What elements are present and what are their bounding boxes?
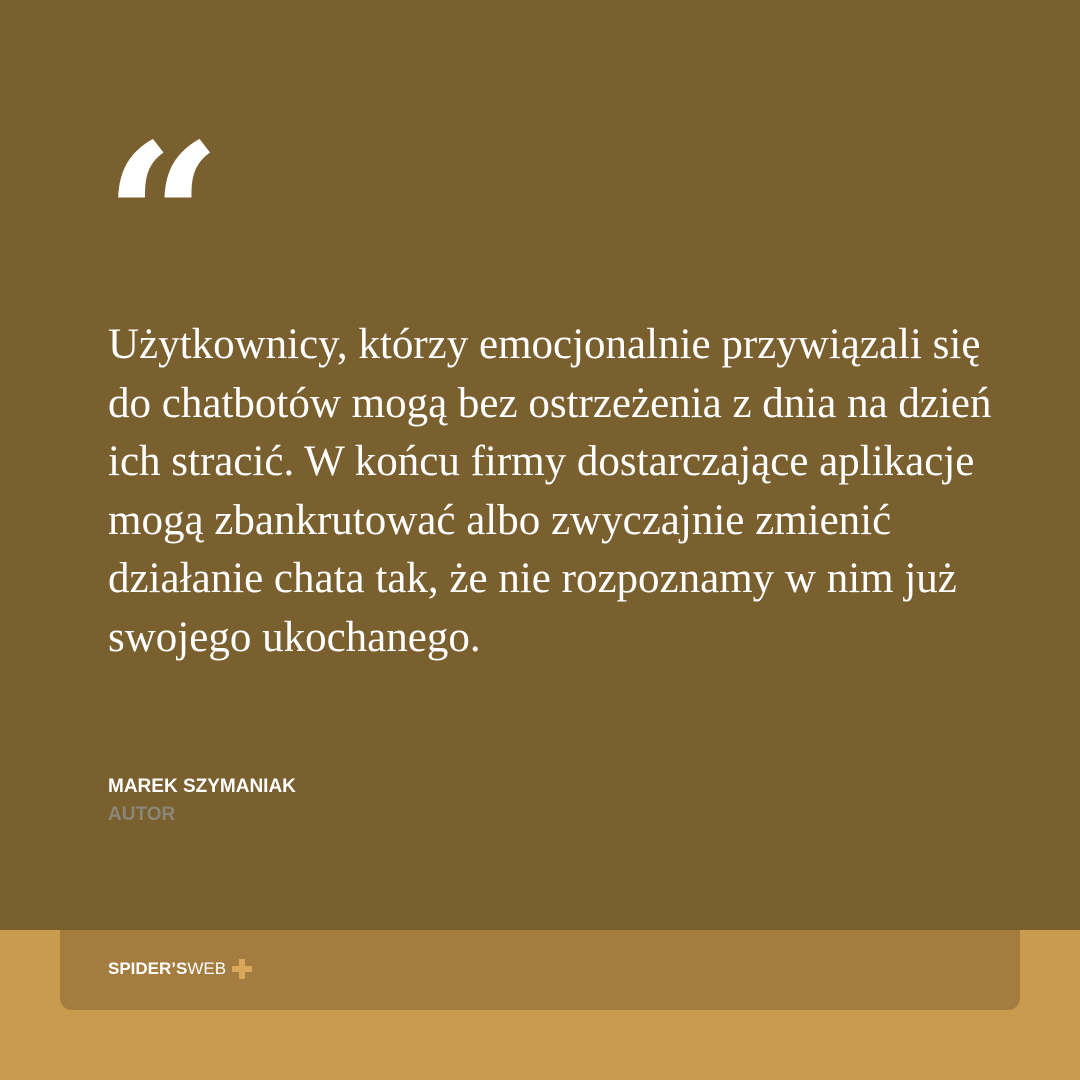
author-name: MAREK SZYMANIAK	[108, 776, 296, 797]
brand-logo	[108, 959, 252, 979]
plus-icon	[232, 959, 252, 979]
brand-name-light: WEB	[187, 959, 227, 978]
footer-bar	[60, 930, 1020, 1010]
opening-quote-mark: “	[104, 100, 216, 340]
brand-name-strong: SPIDER’S	[108, 959, 188, 978]
author-role: AUTOR	[108, 804, 176, 825]
quote-text: Użytkownicy, którzy emocjonalnie przywiązali się do chatbotów mogą bez ostrzeżenia z dnia na dzień ich stracić. W końcu firmy dostarczające aplikacje mogą zbankrutować albo zwyczajnie zmienić działanie chata tak, że nie rozpoznamy w nim już swojego ukochanego.	[108, 321, 992, 661]
